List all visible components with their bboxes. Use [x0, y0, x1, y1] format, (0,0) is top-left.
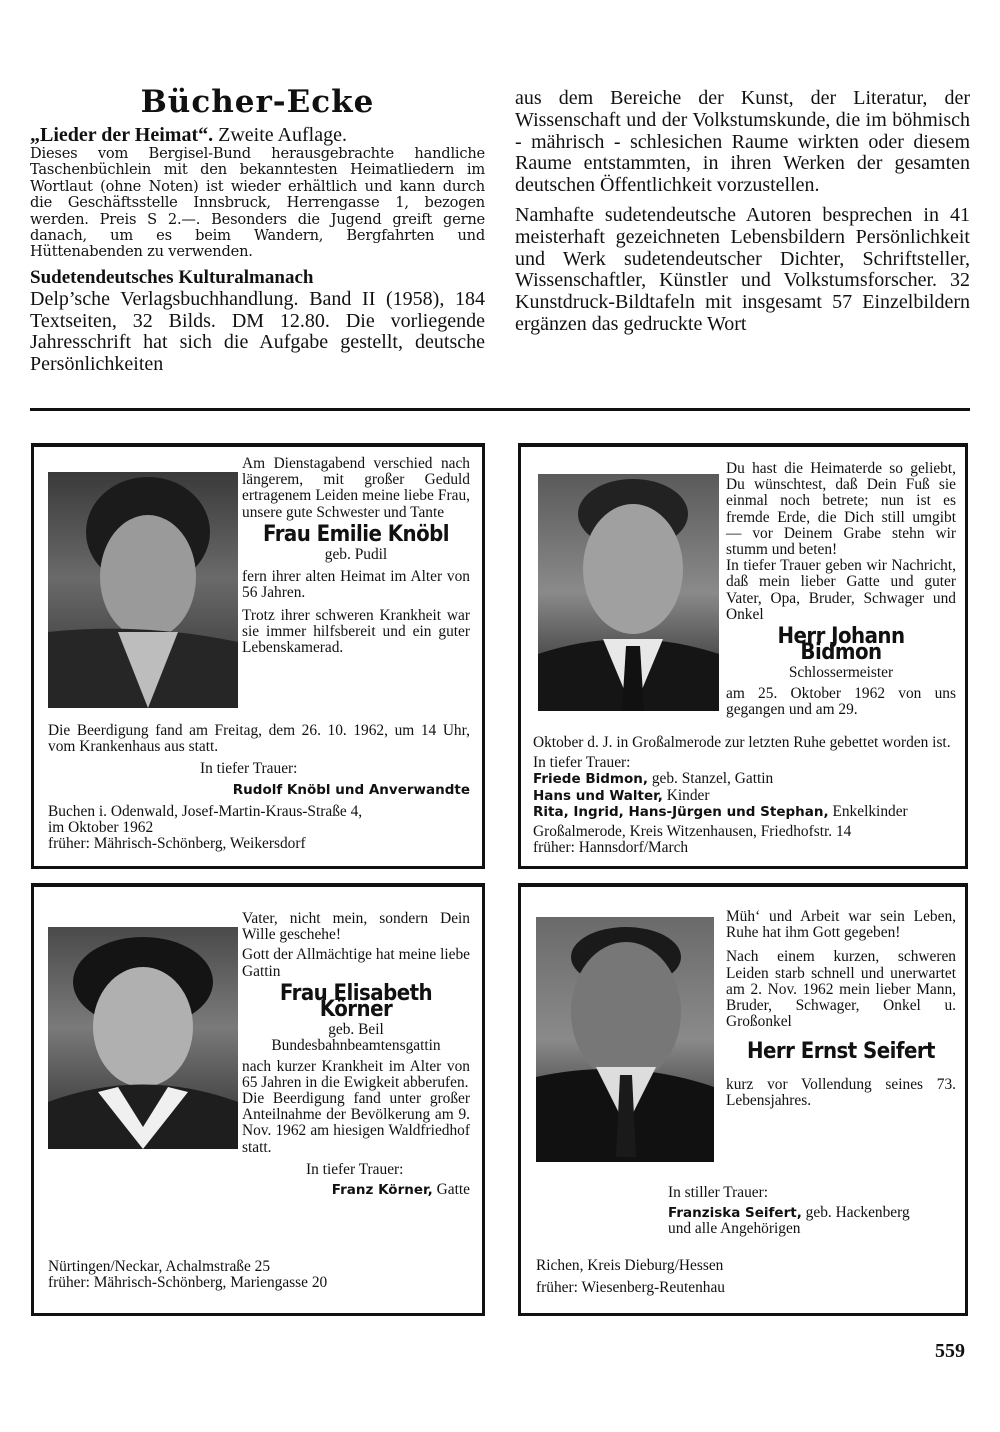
mourner-line [668, 1205, 956, 1221]
obituary-body-right [726, 461, 956, 718]
maiden-name: geb. Pudil [324, 546, 388, 564]
book2-text-cont2: Namhafte sudetendeutsche Autoren besprechen in 41 meisterhaft gezeichneten Lebensbildern Persönlichkeit und Werk sudetendeutscher Dichter, Schriftsteller, Wissenschaftler, Künstler und Volkstumsforscher. 32 Kunstdruck-Bildtafeln mit insgesamt 57 Einzelbildern ergänzen das gedruckte Wort [515, 203, 970, 335]
former-address: früher: Hannsdorf/March [533, 839, 689, 857]
mourner-relation: geb. Hackenberg [801, 1204, 910, 1222]
mourner-name: Hans und Walter, [533, 787, 663, 804]
portrait-photo [536, 917, 714, 1162]
book2-text-cont1: aus dem Bereiche der Kunst, der Literatur, der Wissenschaft und der Volkstumskunde, die im böhmisch - mährisch - schlesichen Raume wirkten oder diesem Raume entstammten, in ihren Werken der gesamten deutschen Öffentlichkeit vorzustellen. [515, 87, 970, 197]
announcement-text: Gott der Allmächtige hat meine liebe Gattin [242, 946, 470, 980]
address-line: Nürtingen/Neckar, Achalmstraße 25 [48, 1258, 271, 1275]
former-address: früher: Mährisch-Schönberg, Mariengasse 20 [48, 1274, 328, 1292]
obituary-bidmon [518, 443, 968, 869]
obituary-seifert [518, 883, 968, 1316]
obituary-knoebl [31, 443, 485, 869]
mourner-line: und alle Angehörigen [668, 1220, 801, 1238]
mourning-label: In tiefer Trauer: [533, 754, 631, 772]
mourning-label: In tiefer Trauer: [306, 1160, 404, 1178]
book1-text: Dieses vom Bergisel-Bund herausgebrachte handliche Taschenbüchlein mit den bekanntesten Heimatliedern im Wortlaut (ohne Noten) ist wieder erhältlich und kann durch die Geschäftsstelle Innsbruck, Herrengasse 1, bezogen werden. Preis S 2.—. Besonders die Jugend greift gerne danach, um es beim Wandern, Bergfahrten und Hüttenabenden zu verwenden. [30, 145, 485, 261]
mourner-relation: Kinder [662, 786, 710, 804]
announcement-text: In tiefer Trauer geben wir Nachricht, daß mein lieber Gatte und guter Vater, Opa, Bruder, Schwager und Onkel [726, 557, 956, 623]
mourner-line [533, 788, 956, 804]
portrait-silhouette [48, 472, 238, 708]
book1-edition: Zweite Auflage. [213, 124, 347, 146]
book1-title: „Lieder der Heimat“. [30, 124, 214, 146]
former-address: früher: Wiesenberg-Reutenhau [536, 1279, 725, 1296]
book2-text: Delp’sche Verlagsbuchhandlung. Band II (1958), 184 Textseiten, 32 Bilds. DM 12.80. Die vorliegende Jahresschrift hat sich die Aufgabe gestellt, deutsche Persönlichkeiten [30, 287, 485, 376]
former-address: früher: Mährisch-Schönberg, Weikersdorf [48, 835, 306, 853]
mourner-name: Franziska Seifert, [668, 1205, 802, 1222]
mourner-name: Franz Körner, [331, 1182, 433, 1199]
mourning-label: In stiller Trauer: [668, 1184, 769, 1201]
mourners: Rudolf Knöbl und Anverwandte [232, 781, 470, 798]
obituary-koerner [31, 883, 485, 1316]
death-date-text: am 25. Oktober 1962 von uns gegangen und am 29. [726, 684, 956, 718]
section-divider [30, 408, 970, 411]
age-text: fern ihrer alten Heimat im Alter von 56 Jahren. [242, 568, 470, 602]
mourner-name: Rita, Ingrid, Hans-Jürgen und Stephan, [533, 803, 829, 820]
obituary-body-right [242, 456, 470, 656]
obituary-body-bottom [536, 1255, 956, 1299]
mourner-name: Friede Bidmon, [533, 771, 648, 788]
mourner-relation: geb. Stanzel, Gattin [647, 770, 774, 788]
book-review-right [515, 88, 970, 336]
death-text: nach kurzer Krankheit im Alter von 65 Jahren in die Ewigkeit abberufen. [242, 1057, 470, 1091]
address-line: Buchen i. Odenwald, Josef-Martin-Kraus-Straße 4, [48, 802, 363, 820]
occupation: Schlossermeister [788, 664, 894, 682]
intro-text: Am Dienstagabend verschied nach längerem, mit großer Geduld ertragenem Leiden meine liebe Frau, unsere gute Schwester und Tante [242, 455, 470, 521]
age-text: kurz vor Vollendung seines 73. Lebensjahres. [726, 1075, 956, 1109]
portrait-silhouette [536, 917, 714, 1162]
deceased-name: Herr Ernst Seifert [747, 1039, 935, 1065]
book-review-left [30, 124, 485, 376]
portrait-silhouette [538, 474, 719, 711]
mourner-line [533, 804, 956, 820]
mourner-line [533, 771, 956, 787]
deceased-name: Herr Johann Bidmon [777, 624, 905, 666]
verse-text: Müh‘ und Arbeit war sein Leben, Ruhe hat ihm Gott gegeben! [726, 908, 956, 942]
deceased-name: Frau Emilie Knöbl [262, 521, 450, 547]
mourners-block [668, 1185, 956, 1238]
book2-title: Sudetendeutsches Kulturalmanach [30, 266, 314, 288]
mourning-label: In tiefer Trauer: [200, 760, 298, 778]
portrait-photo [538, 474, 719, 711]
obituary-body-bottom [48, 723, 470, 852]
obituary-body-bottom [48, 1259, 470, 1291]
funeral-text: Die Beerdigung fand am Freitag, dem 26. 10. 1962, um 14 Uhr, vom Krankenhaus aus statt. [48, 722, 470, 756]
funeral-text: Die Beerdigung fand unter großer Anteilnahme der Bevölkerung am 9. Nov. 1962 am hiesigen Waldfriedhof statt. [242, 1090, 470, 1156]
deceased-name: Frau Elisabeth Körner [279, 980, 433, 1023]
mourner-relation: Enkelkinder [828, 802, 908, 820]
occupation: Bundesbahnbeamtensgattin [271, 1037, 441, 1055]
maiden-name: geb. Beil [328, 1021, 384, 1039]
announcement-text: Nach einem kurzen, schweren Leiden starb schnell und unerwartet am 2. Nov. 1962 mein lieber Mann, Bruder, Schwager, Onkel u. Großonkel [726, 948, 956, 1031]
portrait-photo [48, 472, 238, 708]
mourner-relation: Gatte [432, 1181, 470, 1199]
page-number: 559 [935, 1340, 965, 1362]
section-heading: Bücher-Ecke [140, 84, 375, 120]
obituary-body-right [242, 911, 470, 1198]
burial-text: Oktober d. J. in Großalmerode zur letzten Ruhe gebettet worden ist. [533, 734, 951, 751]
address-line: Großalmerode, Kreis Witzenhausen, Friedhofstr. 14 [533, 823, 852, 841]
portrait-photo [48, 927, 238, 1149]
book1-title-line [30, 124, 485, 146]
address-date: im Oktober 1962 [48, 819, 154, 837]
obituary-body-bottom [533, 735, 956, 856]
tribute-text: Trotz ihrer schweren Krankheit war sie immer hilfsbereit und ein guter Lebenskamerad. [242, 606, 470, 657]
obituary-body-right [726, 909, 956, 1109]
verse-text: Vater, nicht mein, sondern Dein Wille geschehe! [242, 910, 470, 944]
mourner-line [242, 1182, 470, 1198]
verse-text: Du hast die Heimaterde so geliebt, Du wünschtest, daß Dein Fuß sie einmal noch betrete; nun ist es fremde Erde, die Dich still umgibt — vor Deinem Grabe stehn wir stumm und beten! [726, 460, 956, 559]
portrait-silhouette [48, 927, 238, 1149]
address-line: Richen, Kreis Dieburg/Hessen [536, 1257, 724, 1274]
